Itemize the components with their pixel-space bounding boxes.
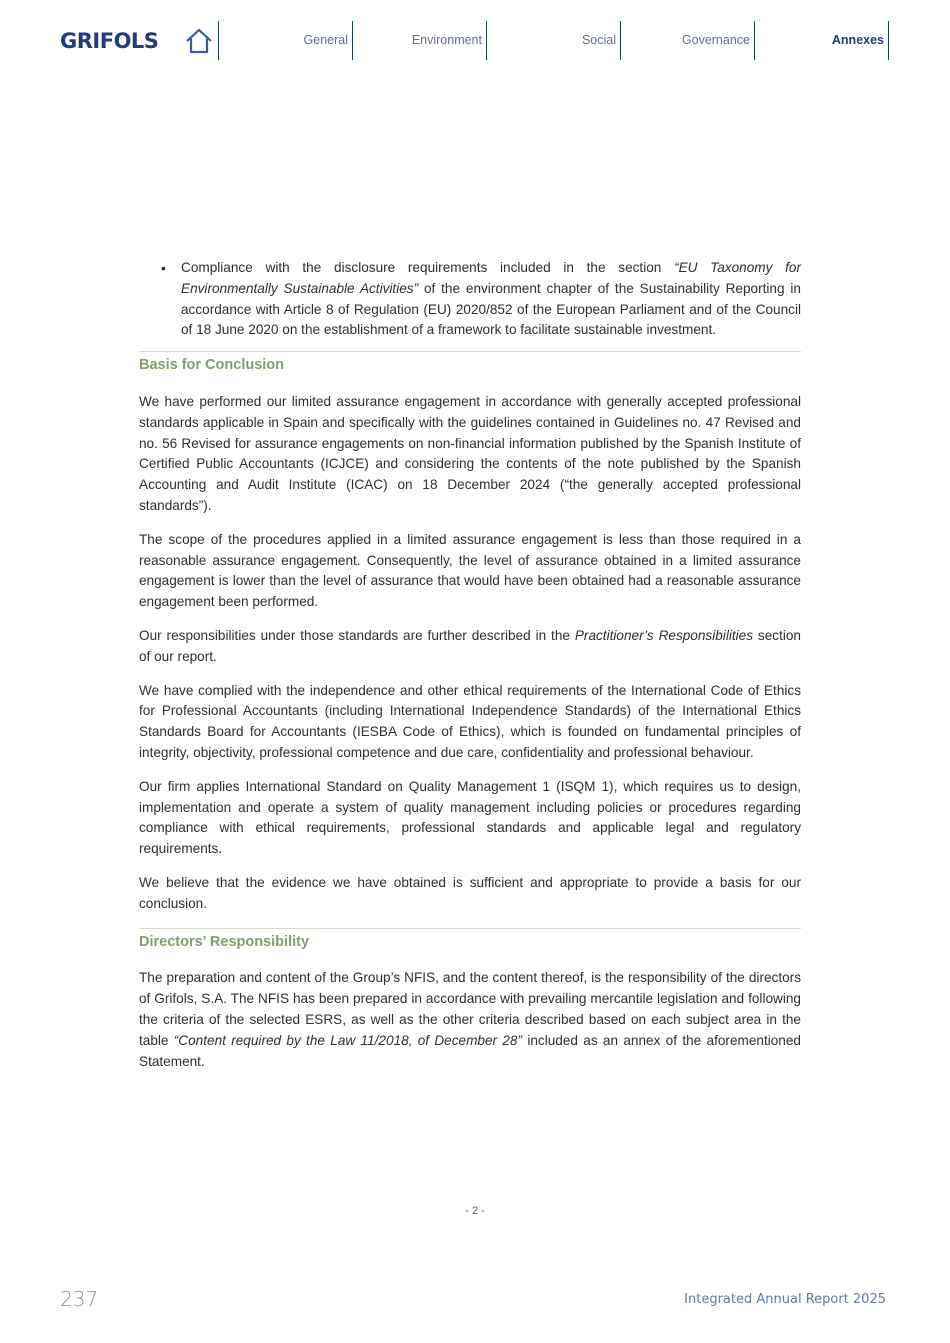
nav-separator xyxy=(620,21,621,60)
basis-paragraph-5: Our firm applies International Standard on Quality Management 1 (ISQM 1), which requires us to design, implementation and operate a system of quality management including policies or procedures regarding compliance with ethical requirements, professional standards and applicable legal and regulatory requirements. xyxy=(139,778,801,857)
tab-annexes[interactable]: Annexes xyxy=(831,33,884,47)
basis-paragraph-1: We have performed our limited assurance engagement in accordance with generally accepted professional standards applicable in Spain and specifically with the guidelines contained in Guidelines no. 47 Revised and no. 56 Revised for assurance engagements on non-financial information published by the Spanish Institute of Certified Public Accountants (ICJCE) and considering the contents of the note published by the Spanish Accounting and Audit Institute (ICAC) on 18 December 2024 (“the generally accepted professional standards”). xyxy=(139,393,801,513)
basis-paragraph-2: The scope of the procedures applied in a limited assurance engagement is less than those required in a reasonable assurance engagement. Consequently, the level of assurance obtained in a limited assurance engagement is lower than the level of assurance that would have been obtained had a reasonable assurance engagement been performed. xyxy=(139,531,801,610)
tab-general[interactable]: General xyxy=(303,33,348,47)
tab-environment[interactable]: Environment xyxy=(411,33,482,47)
nav-separator xyxy=(486,21,487,60)
footer-page-number: 237 xyxy=(60,1287,99,1311)
basis-for-conclusion-heading: Basis for Conclusion xyxy=(139,351,801,376)
nav-separator xyxy=(888,21,889,60)
directors-responsibility-heading: Directors’ Responsibility xyxy=(139,928,801,953)
document-page-marker: - 2 - xyxy=(465,1205,485,1217)
footer-report-title[interactable]: Integrated Annual Report 2025 xyxy=(684,1292,886,1307)
tab-governance[interactable]: Governance xyxy=(681,33,750,47)
bullet-text: Compliance with the disclosure requirements included in the section “EU Taxonomy for Environmentally Sustainable Activities” of the environment chapter of the Sustainability Reporting in accordance with Article 8 of Regulation (EU) 2020/852 of the European Parliament and of the Council of 18 June 2020 on the establishment of a framework to facilitate sustainable investment. xyxy=(181,260,801,338)
grifols-logo[interactable]: GRIFOLS xyxy=(60,29,159,53)
nav-separator xyxy=(754,21,755,60)
directors-paragraph-1: The preparation and content of the Group’s NFIS, and the content thereof, is the responsibility of the directors of Grifols, S.A. The NFIS has been prepared in accordance with prevailing mercantile legislation and following the criteria of the selected ESRS, as well as the other criteria described based on each subject area in the table “Content required by the Law 11/2018, of December 28” included as an annex of the aforementioned Statement. xyxy=(139,970,801,1069)
nav-separator xyxy=(352,21,353,60)
taxonomy-bullet xyxy=(161,258,801,341)
assurance-report-page xyxy=(139,258,801,1085)
home-icon[interactable] xyxy=(184,27,214,55)
basis-paragraph-4: We have complied with the independence and other ethical requirements of the International Code of Ethics for Professional Accountants (including International Independence Standards) of the International Ethics Standards Board for Accountants (IESBA Code of Ethics), which is founded on fundamental principles of integrity, objectivity, professional competence and due care, confidentiality and professional behaviour. xyxy=(139,682,801,760)
basis-paragraph-3: Our responsibilities under those standards are further described in the Practitioner’s Responsibilities section of our report. xyxy=(139,627,801,664)
bullet-icon: • xyxy=(161,260,166,276)
tab-social[interactable]: Social xyxy=(581,33,616,47)
nav-separator xyxy=(218,21,219,60)
basis-paragraph-6: We believe that the evidence we have obtained is sufficient and appropriate to provide a basis for our conclusion. xyxy=(139,874,801,911)
